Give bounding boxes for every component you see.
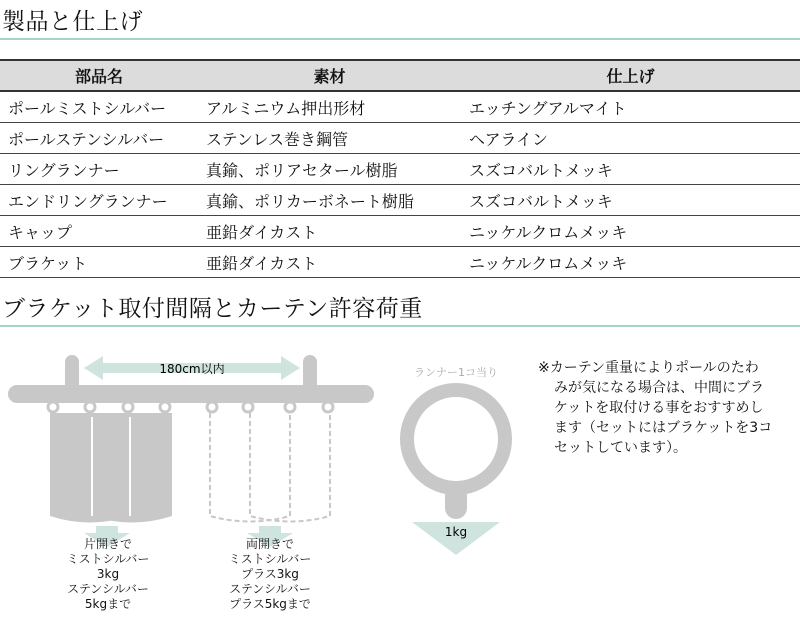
ring-label: ランナー1コ当り (414, 366, 498, 379)
table-cell: 真鍮、ポリアセタール樹脂 (198, 154, 461, 185)
bracket-note (538, 358, 800, 458)
table-row (0, 123, 800, 154)
section-title-products: 製品と仕上げ (2, 9, 143, 35)
caption-line: 5kgまで (84, 597, 132, 611)
table-cell: スズコバルトメッキ (461, 154, 800, 185)
table-cell: リングランナー (0, 154, 198, 185)
curtain-pole-icon (8, 385, 374, 403)
caption-line: ミストシルバー (66, 552, 150, 566)
note-line: ます（セットにはブラケットを3コ (554, 420, 773, 436)
note-line: セットしています）。 (554, 440, 687, 456)
runner-rings-icon (48, 402, 333, 412)
table-cell: ヘアライン (461, 123, 800, 154)
column-header-finish: 仕上げ (461, 60, 800, 91)
table-cell: 真鍮、ポリカーボネート樹脂 (198, 185, 461, 216)
table-cell: 亜鉛ダイカスト (198, 247, 461, 278)
table-cell: ニッケルクロムメッキ (461, 216, 800, 247)
caption-line: プラス5kgまで (229, 597, 311, 611)
table-cell: 亜鉛ダイカスト (198, 216, 461, 247)
column-header-part: 部品名 (0, 60, 198, 91)
caption-line: 片開きで (83, 537, 132, 551)
curtain-double-open-icon (210, 413, 330, 522)
table-cell: アルミニウム押出形材 (198, 91, 461, 123)
note-line: ケットを取付ける事をおすすめし (554, 400, 764, 416)
table-row (0, 216, 800, 247)
ring-weight: 1kg (444, 525, 468, 539)
double-open-caption (212, 537, 328, 612)
single-open-caption (50, 537, 166, 612)
table-row (0, 185, 800, 216)
table-row (0, 154, 800, 185)
caption-line: ミストシルバー (228, 552, 312, 566)
caption-line: 3kg (96, 567, 120, 581)
curtain-single-open-icon (50, 413, 172, 523)
table-cell: ニッケルクロムメッキ (461, 247, 800, 278)
section-title-bracket-load: ブラケット取付間隔とカーテン許容荷重 (2, 296, 423, 322)
table-cell: キャップ (0, 216, 198, 247)
caption-line: 両開きで (245, 537, 294, 551)
table-row (0, 91, 800, 123)
table-cell: ブラケット (0, 247, 198, 278)
table-cell: ポールミストシルバー (0, 91, 198, 123)
table-cell: エンドリングランナー (0, 185, 198, 216)
table-cell: エッチングアルマイト (461, 91, 800, 123)
ring-hook-icon (445, 485, 467, 519)
note-line: みが気になる場合は、中間にブラ (554, 380, 764, 396)
span-label: 180cm以内 (159, 362, 225, 376)
table-cell: ステンレス巻き鋼管 (198, 123, 461, 154)
spec-table (0, 59, 800, 278)
caption-line: ステンシルバー (229, 582, 311, 596)
table-header-row (0, 60, 800, 91)
caption-line: プラス3kg (241, 567, 299, 581)
table-cell: スズコバルトメッキ (461, 185, 800, 216)
section-rule (0, 38, 800, 40)
note-line: ※カーテン重量によりポールのたわ (538, 360, 759, 376)
section-rule (0, 325, 800, 327)
table-row (0, 247, 800, 278)
caption-line: ステンシルバー (67, 582, 149, 596)
table-cell: ポールステンシルバー (0, 123, 198, 154)
ring-runner-icon (407, 390, 505, 488)
column-header-material: 素材 (198, 60, 461, 91)
